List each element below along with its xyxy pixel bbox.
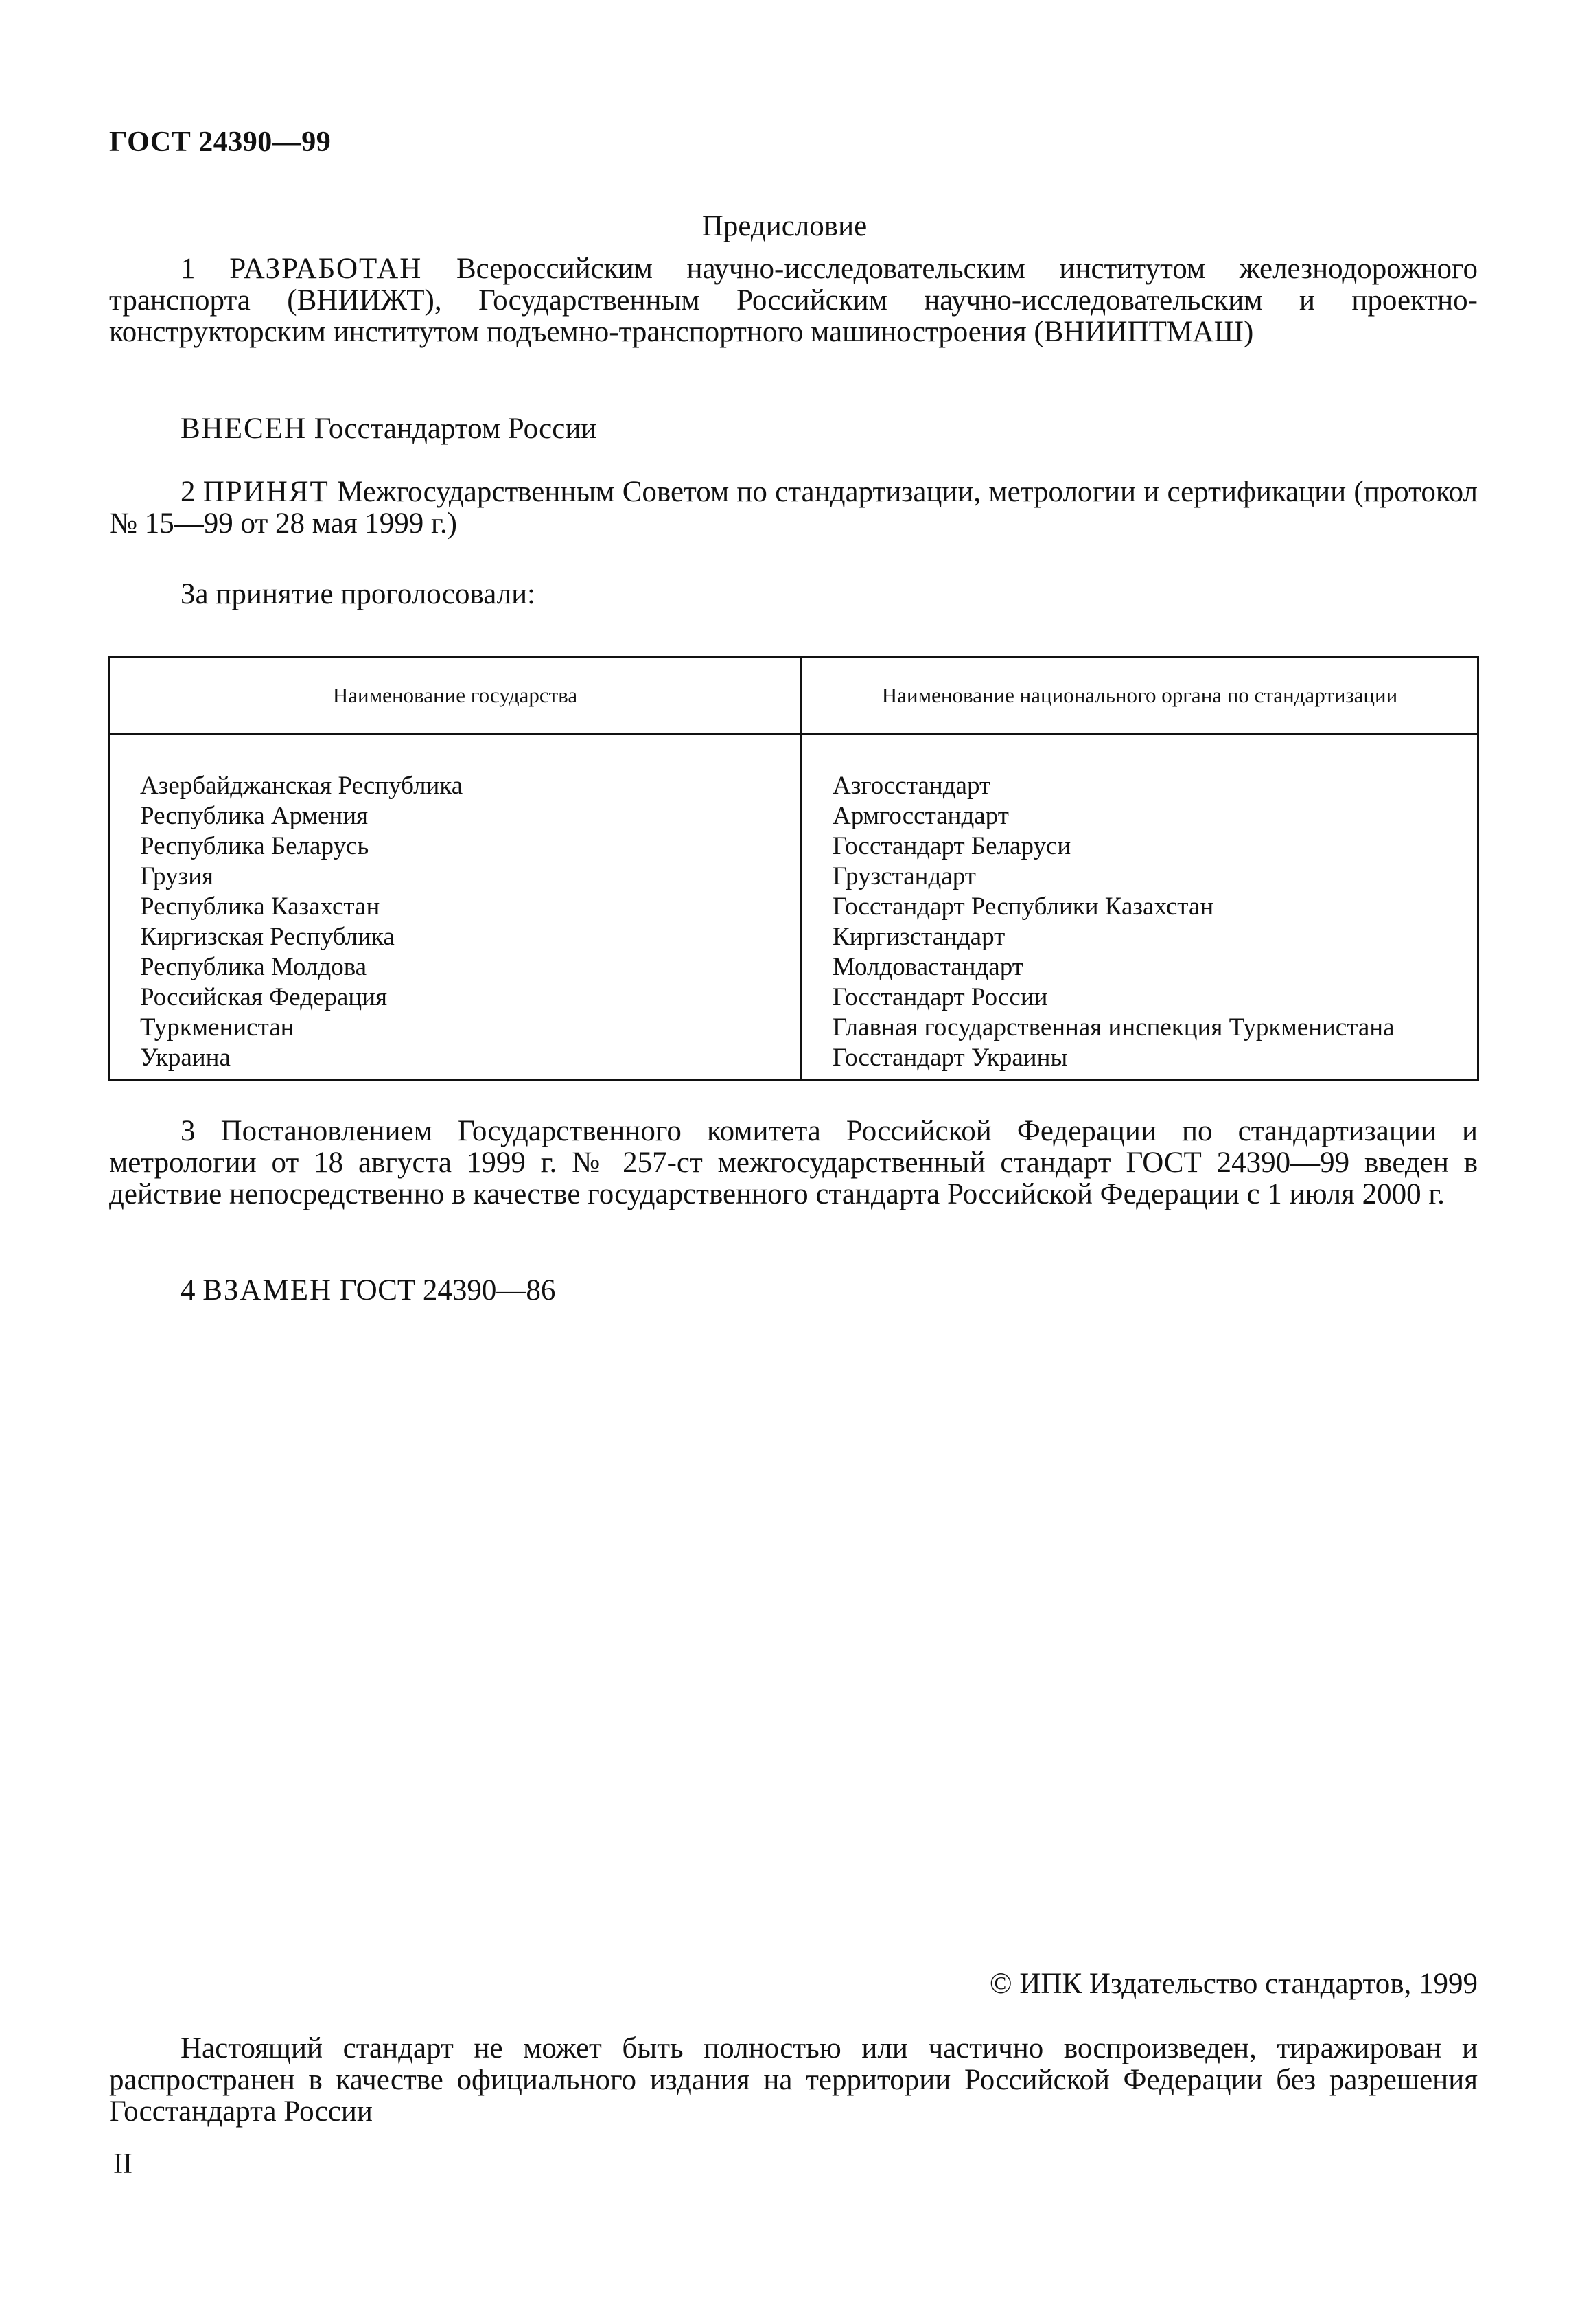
- column-header-state: Наименование государства: [109, 657, 802, 735]
- state-name: Грузия: [109, 862, 802, 892]
- paragraph-text: Межгосударственным Советом по стандартизации, метрологии и сертификации (протокол № 15—99 от 28 мая 1999 г.): [109, 476, 1478, 540]
- table-row: [109, 831, 1478, 862]
- table-row: [109, 952, 1478, 982]
- section-title: Предисловие: [701, 210, 868, 242]
- paragraph-keyword: ВНЕСЕН: [181, 413, 307, 445]
- paragraph-voted: За принятие проголосовали:: [181, 578, 536, 610]
- standards-body: Азгосстандарт: [802, 771, 1478, 801]
- standards-body: Госстандарт Республики Казахстан: [802, 892, 1478, 922]
- paragraph-keyword: РАЗРАБОТАН: [229, 253, 423, 285]
- copyright-line: © ИПК Издательство стандартов, 1999: [989, 1968, 1478, 2000]
- table-row: [109, 1043, 1478, 1080]
- table-row: [109, 801, 1478, 831]
- state-name: Украина: [109, 1043, 802, 1080]
- document-header: ГОСТ 24390—99: [109, 126, 332, 158]
- paragraph-developed: [109, 253, 1478, 348]
- states-table: [108, 656, 1479, 1081]
- state-name: Российская Федерация: [109, 982, 802, 1013]
- paragraph-adopted: [109, 476, 1478, 540]
- state-name: Республика Молдова: [109, 952, 802, 982]
- paragraph-text: Всероссийским научно-исследовательским институтом железнодорожного транспорта (ВНИИЖТ), Государственным Российским научно-исследовательским и проектно-конструкторским институтом подъемно-транспортного машиностроения (ВНИИПТМАШ): [109, 253, 1478, 348]
- standards-body: Грузстандарт: [802, 862, 1478, 892]
- column-header-body: Наименование национального органа по стандартизации: [802, 657, 1478, 735]
- standards-body: Главная государственная инспекция Туркменистана: [802, 1013, 1478, 1043]
- state-name: Республика Армения: [109, 801, 802, 831]
- paragraph-introduced: [109, 413, 1478, 445]
- standards-body: Госстандарт Беларуси: [802, 831, 1478, 862]
- standards-body: Молдовастандарт: [802, 952, 1478, 982]
- paragraph-number: 2: [181, 476, 196, 508]
- table-row: [109, 1013, 1478, 1043]
- standards-body: Киргизстандарт: [802, 922, 1478, 952]
- table-row: [109, 982, 1478, 1013]
- table-row: [109, 862, 1478, 892]
- standards-body: Армгосстандарт: [802, 801, 1478, 831]
- page-number: II: [113, 2148, 132, 2180]
- paragraph-keyword: ВЗАМЕН: [202, 1274, 333, 1307]
- paragraph-text: Госстандартом России: [314, 413, 597, 445]
- paragraph-number: 1: [181, 253, 196, 285]
- paragraph-text: ГОСТ 24390—86: [339, 1274, 556, 1307]
- paragraph-replaces: [109, 1275, 1478, 1307]
- paragraph-decree: 3 Постановлением Государственного комитета Российской Федерации по стандартизации и метрологии от 18 августа 1999 г. № 257-ст межгосударственный стандарт ГОСТ 24390—99 введен в действие непосредственно в качестве государственного стандарта Российской Федерации с 1 июля 2000 г.: [109, 1115, 1478, 1210]
- state-name: Азербайджанская Республика: [109, 771, 802, 801]
- standards-body: Госстандарт Украины: [802, 1043, 1478, 1080]
- reproduction-notice: Настоящий стандарт не может быть полностью или частично воспроизведен, тиражирован и распространен в качестве официального издания на территории Российской Федерации без разрешения Госстандарта России: [109, 2032, 1478, 2128]
- table-row: [109, 922, 1478, 952]
- state-name: Киргизская Республика: [109, 922, 802, 952]
- standards-body: Госстандарт России: [802, 982, 1478, 1013]
- paragraph-number: 4: [181, 1274, 196, 1307]
- table-row: [109, 892, 1478, 922]
- state-name: Республика Беларусь: [109, 831, 802, 862]
- paragraph-keyword: ПРИНЯТ: [202, 476, 329, 508]
- state-name: Республика Казахстан: [109, 892, 802, 922]
- state-name: Туркменистан: [109, 1013, 802, 1043]
- table-header-row: [109, 657, 1478, 735]
- table-row: [109, 771, 1478, 801]
